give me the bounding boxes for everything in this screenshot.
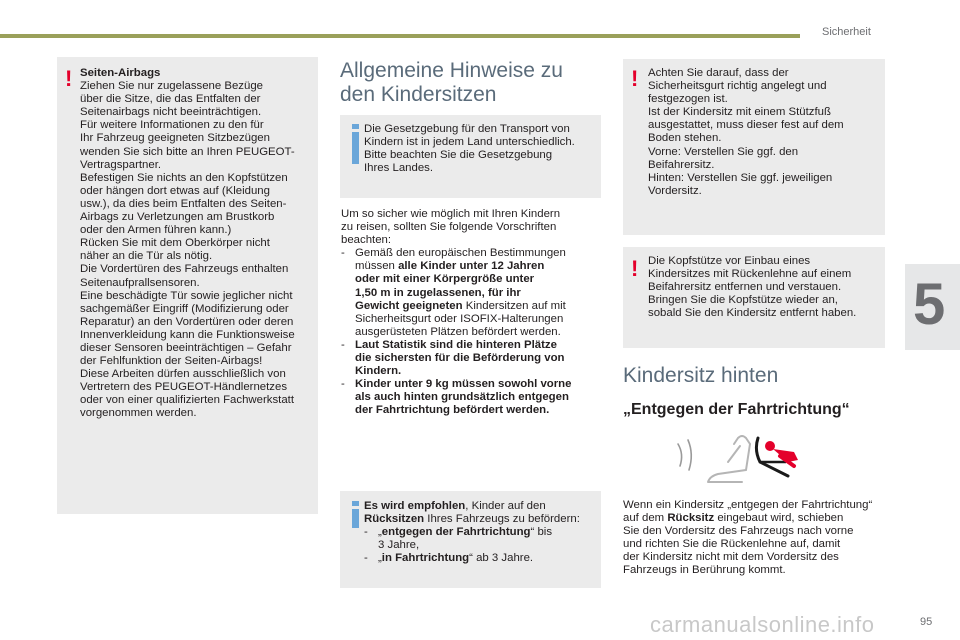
text-run: “ bis <box>530 526 553 539</box>
list-dash: - <box>341 378 345 391</box>
text-line: Ziehen Sie nur zugelassene Bezüge <box>80 80 264 93</box>
text-line: Airbags zu Verletzungen am Brustkorb <box>80 211 275 224</box>
rear-child-seat-heading: Kindersitz hinten <box>623 364 779 387</box>
seatbelt-warning-box <box>623 59 885 235</box>
text-line: Bitte beachten Sie die Gesetzgebung <box>364 149 553 162</box>
bold-run: Kindern. <box>355 365 402 378</box>
text-line: beachten: <box>341 234 392 247</box>
heading-line: Allgemeine Hinweise zu <box>340 59 563 82</box>
warning-icon: ! <box>631 66 639 91</box>
text-line: Kindersitzes mit Rückenlehne auf einem <box>648 268 852 281</box>
text-line: Kindern ist in jedem Land unterschiedlich. <box>364 136 575 149</box>
text-run: Kindersitzen auf mit <box>462 299 566 312</box>
text-line: ausgestattet, muss dieser fest auf dem <box>648 119 844 132</box>
text-line: Sicherheitsgurt oder ISOFIX-Halterungen <box>355 312 564 325</box>
rearward-facing-subheading: „Entgegen der Fahrtrichtung“ <box>623 401 850 418</box>
list-dash: - <box>364 552 368 565</box>
recommendation-item-1 <box>364 526 600 552</box>
bold-run: Rücksitzen <box>364 513 425 526</box>
text-line: Um so sicher wie möglich mit Ihren Kindern <box>341 208 561 220</box>
info-icon <box>352 501 362 528</box>
rear-seat-icon <box>708 436 750 482</box>
text-run: „ <box>378 526 382 539</box>
side-airbag-warning-text <box>80 67 316 421</box>
text-line: Beifahrersitz. <box>648 158 715 171</box>
text-line: Ist der Kindersitz mit einem Stützfuß <box>648 106 831 119</box>
text-line: Wenn ein Kindersitz „entgegen der Fahrtrichtung“ <box>623 499 873 511</box>
text-run: “ ab 3 Jahre. <box>469 552 534 565</box>
text-line: Vordersitz. <box>648 184 702 197</box>
text-line: Innenverkleidung kann die Funktionsweise <box>80 328 295 341</box>
chapter-tab <box>905 264 960 350</box>
text-line: Ihres Landes. <box>364 162 434 175</box>
text-line: Reparatur) an den Vordertüren oder deren <box>80 315 294 328</box>
bold-run: oder mit einer Körpergröße unter <box>355 273 535 286</box>
bold-run: Kinder unter 9 kg müssen sowohl vorne <box>355 378 572 391</box>
front-seat-arrow-icon <box>678 440 691 470</box>
bold-run: alle Kinder unter 12 Jahren <box>398 260 545 273</box>
bold-run: in Fahrtrichtung <box>381 552 470 565</box>
bold-run: entgegen der Fahrtrichtung <box>381 526 531 539</box>
text-run: auf dem <box>623 512 668 525</box>
list-dash: - <box>341 247 345 260</box>
text-line: oder von einer qualifizierten Fachwerkstatt <box>80 394 294 407</box>
legislation-info-text <box>364 123 598 175</box>
rear-seat-recommendation-text <box>364 500 600 565</box>
list-dash: - <box>364 526 368 539</box>
text-line: usw.), da dies beim Entfalten des Seiten- <box>80 197 287 210</box>
general-notes-heading <box>340 59 600 107</box>
bold-run: die sichersten für die Beförderung von <box>355 352 565 365</box>
text-line: Vertragspartner. <box>80 158 162 171</box>
text-line: Hinten: Verstellen Sie ggf. jeweiligen <box>648 171 833 184</box>
text-line: über die Sitze, die das Entfalten der <box>80 93 261 106</box>
bold-run: Laut Statistik sind die hinteren Plätze <box>355 338 557 351</box>
text-line: und richten Sie die Rückenlehne auf, damit <box>623 538 841 551</box>
bold-run: der Fahrtrichtung befördert werden. <box>355 404 550 417</box>
text-line: vorgenommen werden. <box>80 407 197 420</box>
text-line: Rücken Sie mit dem Oberkörper nicht <box>80 237 270 250</box>
text-line: Vertretern des PEUGEOT-Händlernetzes <box>80 381 288 394</box>
text-line: Achten Sie darauf, dass der <box>648 67 789 79</box>
text-line: zu reisen, sollten Sie folgende Vorschriften <box>341 221 557 234</box>
text-line: sobald Sie den Kindersitz entfernt haben. <box>648 307 857 320</box>
headrest-warning-text <box>648 255 883 320</box>
text-line: wenden Sie sich bitte an Ihren PEUGEOT- <box>80 145 295 158</box>
bold-run: Rücksitz <box>667 512 715 525</box>
heading-line: den Kindersitzen <box>340 83 497 106</box>
rear-seat-recommendation-box <box>340 491 601 588</box>
recommendation-item-2 <box>364 552 600 565</box>
chapter-number: 5 <box>913 272 946 337</box>
text-line: Sicherheitsgurt richtig angelegt und <box>648 80 827 93</box>
text-line: Befestigen Sie nichts an den Kopfstützen <box>80 171 288 184</box>
text-line: der Kindersitz nicht mit dem Vordersitz des <box>623 551 839 564</box>
bold-run: Es wird empfohlen <box>364 500 466 512</box>
text-line: Fahrzeugs in Berührung kommt. <box>623 564 786 577</box>
text-run: eingebaut wird, schieben <box>714 512 844 525</box>
warning-icon: ! <box>65 66 73 91</box>
text-line: Für weitere Informationen zu den für <box>80 119 264 132</box>
text-line: ausgerüsteten Plätzen befördert werden. <box>355 325 561 338</box>
text-line: Seitenaufprallsensoren. <box>80 276 200 289</box>
header-accent-bar <box>0 34 800 38</box>
text-line: Eine beschädigte Tür sowie jeglicher nicht <box>80 289 293 302</box>
seatbelt-warning-text <box>648 67 883 198</box>
text-line: Ihr Fahrzeug geeigneten Sitzbezügen <box>80 132 270 145</box>
text-line: Diese Arbeiten dürfen ausschließlich von <box>80 368 286 381</box>
text-line: Gemäß den europäischen Bestimmungen <box>355 247 566 260</box>
text-run: „ <box>378 552 382 565</box>
rule-item-1 <box>341 247 603 339</box>
section-title: Sicherheit <box>822 26 871 38</box>
rule-item-2 <box>341 339 603 378</box>
text-line: festgezogen ist. <box>648 93 728 106</box>
text-line: Die Vordertüren des Fahrzeugs enthalten <box>80 263 289 276</box>
rear-child-seat-text <box>623 499 893 578</box>
text-line: Die Gesetzgebung für den Transport von <box>364 123 570 135</box>
text-run: müssen <box>355 260 399 273</box>
text-line: Seitenairbags nicht beeinträchtigen. <box>80 106 262 119</box>
watermark: carmanualsonline.info <box>650 612 875 637</box>
rule-item-3 <box>341 378 603 417</box>
legislation-info-box <box>340 115 601 198</box>
text-line: Bringen Sie die Kopfstütze wieder an, <box>648 294 838 307</box>
text-line: oder hängen dort etwas auf (Kleidung <box>80 184 270 197</box>
child-seat-icon <box>756 438 798 476</box>
text-line: Die Kopfstütze vor Einbau eines <box>648 255 811 267</box>
headrest-warning-box <box>623 247 885 348</box>
text-line: Sie den Vordersitz des Fahrzeugs nach vorne <box>623 525 854 538</box>
text-line: näher an die Tür als nötig. <box>80 250 213 263</box>
info-icon <box>352 124 362 164</box>
text-line: Vorne: Verstellen Sie ggf. den <box>648 145 799 158</box>
text-line: Beifahrersitz entfernen und verstauen. <box>648 281 842 294</box>
side-airbag-warning-box <box>57 57 318 514</box>
bold-run: 1,50 m in zugelassenen, für ihr <box>355 286 521 299</box>
text-run: , Kinder auf den <box>465 500 546 512</box>
text-line: der Fehlfunktion der Seiten-Airbags! <box>80 355 263 368</box>
list-dash: - <box>341 338 345 351</box>
safety-rules-text <box>341 208 603 418</box>
text-line: dieser Sensoren beeinträchtigen – Gefahr <box>80 341 292 354</box>
text-line: Boden stehen. <box>648 132 722 145</box>
rearward-child-seat-illustration <box>676 432 812 488</box>
text-run: Ihres Fahrzeugs zu befördern: <box>424 513 580 526</box>
text-line: oder den Armen führen kann.) <box>80 224 232 237</box>
bold-run: Gewicht geeigneten <box>355 299 463 312</box>
page-number: 95 <box>920 616 933 628</box>
warning-title: Seiten-Airbags <box>80 67 161 79</box>
text-line: 3 Jahre, <box>378 539 420 552</box>
warning-icon: ! <box>631 256 639 281</box>
bold-run: als auch hinten grundsätzlich entgegen <box>355 391 569 404</box>
text-line: sachgemäßer Eingriff (Modifizierung oder <box>80 302 289 315</box>
